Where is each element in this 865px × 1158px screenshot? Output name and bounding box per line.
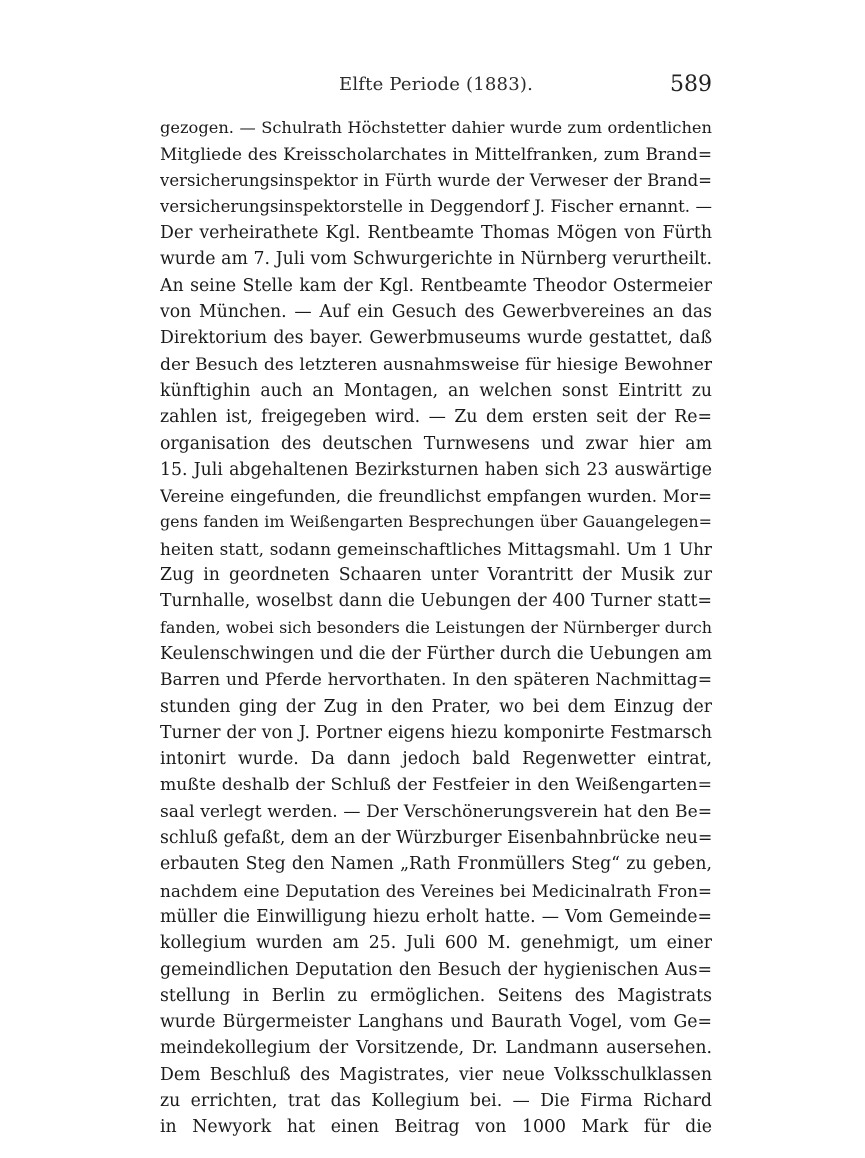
text-line: zu errichten, trat das Kollegium bei. — Die Firma Richard	[160, 1090, 712, 1111]
text-line: Mitgliede des Kreisscholarchates in Mittelfranken, zum Brand=	[160, 144, 712, 165]
text-line: meindekollegium der Vorsitzende, Dr. Landmann ausersehen.	[160, 1038, 712, 1059]
text-line: Turner der von J. Portner eigens hiezu komponirte Festmarsch	[160, 722, 712, 743]
text-line: versicherungsinspektorstelle in Deggendorf J. Fischer ernannt. —	[160, 196, 712, 216]
text-line: organisation des deutschen Turnwesens und zwar hier am	[160, 433, 712, 454]
text-line: Keulenschwingen und die der Fürther durch die Uebungen am	[160, 643, 712, 664]
text-line: 15. Juli abgehaltenen Bezirksturnen haben sich 23 auswärtige	[160, 459, 712, 480]
text-line: Turnhalle, woselbst dann die Uebungen der 400 Turner statt=	[160, 591, 712, 612]
text-line: zahlen ist, freigegeben wird. — Zu dem ersten seit der Re=	[160, 407, 712, 428]
text-line: kollegium wurden am 25. Juli 600 M. genehmigt, um einer	[160, 933, 712, 954]
text-line: wurde Bürgermeister Langhans und Baurath Vogel, vom Ge=	[160, 1012, 712, 1033]
text-line: in Newyork hat einen Beitrag von 1000 Mark für die	[160, 1117, 712, 1138]
text-line: Barren und Pferde hervorthaten. In den späteren Nachmittag=	[160, 670, 712, 691]
running-head: Elfte Periode (1883).	[339, 74, 533, 95]
text-line: intonirt wurde. Da dann jedoch bald Regenwetter eintrat,	[160, 749, 712, 770]
page-header	[160, 72, 712, 102]
text-line: saal verlegt werden. — Der Verschönerungsverein hat den Be=	[160, 801, 712, 822]
body-text	[160, 115, 712, 1141]
text-line: Zug in geordneten Schaaren unter Vorantritt der Musik zur	[160, 565, 712, 586]
text-line: gens fanden im Weißengarten Besprechungen über Gauangelegen=	[160, 512, 712, 532]
text-line: An seine Stelle kam der Kgl. Rentbeamte Theodor Ostermeier	[160, 275, 712, 296]
text-line: nachdem eine Deputation des Vereines bei Medicinalrath Fron=	[160, 880, 712, 901]
text-line: stunden ging der Zug in den Prater, wo bei dem Einzug der	[160, 696, 712, 717]
text-line: schluß gefaßt, dem an der Würzburger Eisenbahnbrücke neu=	[160, 828, 712, 849]
text-line: Direktorium des bayer. Gewerbmuseums wurde gestattet, daß	[160, 328, 712, 349]
text-line: fanden, wobei sich besonders die Leistungen der Nürnberger durch	[160, 617, 712, 637]
text-line: Der verheirathete Kgl. Rentbeamte Thomas Mögen von Fürth	[160, 223, 712, 244]
text-line: gezogen. — Schulrath Höchstetter dahier wurde zum ordentlichen	[160, 118, 712, 137]
text-line: wurde am 7. Juli vom Schwurgerichte in Nürnberg verurtheilt.	[160, 249, 712, 270]
text-line: erbauten Steg den Namen „Rath Fronmüllers Steg“ zu geben,	[160, 854, 712, 875]
text-line: müller die Einwilligung hiezu erholt hatte. — Vom Gemeinde=	[160, 906, 712, 927]
text-line: künftighin auch an Montagen, an welchen sonst Eintritt zu	[160, 380, 712, 401]
text-line: Vereine eingefunden, die freundlichst empfangen wurden. Mor=	[160, 486, 712, 507]
text-line: gemeindlichen Deputation den Besuch der hygienischen Aus=	[160, 959, 712, 980]
text-line: mußte deshalb der Schluß der Festfeier in den Weißengarten=	[160, 775, 712, 796]
text-line: von München. — Auf ein Gesuch des Gewerbvereines an das	[160, 302, 712, 323]
text-line: Dem Beschluß des Magistrates, vier neue Volksschulklassen	[160, 1064, 712, 1085]
text-line: stellung in Berlin zu ermöglichen. Seitens des Magistrats	[160, 985, 712, 1006]
page-number: 589	[670, 72, 712, 97]
text-line: versicherungsinspektor in Fürth wurde der Verweser der Brand=	[160, 170, 712, 190]
text-line: der Besuch des letzteren ausnahmsweise für hiesige Bewohner	[160, 354, 712, 375]
text-line: heiten statt, sodann gemeinschaftliches Mittagsmahl. Um 1 Uhr	[160, 538, 712, 559]
